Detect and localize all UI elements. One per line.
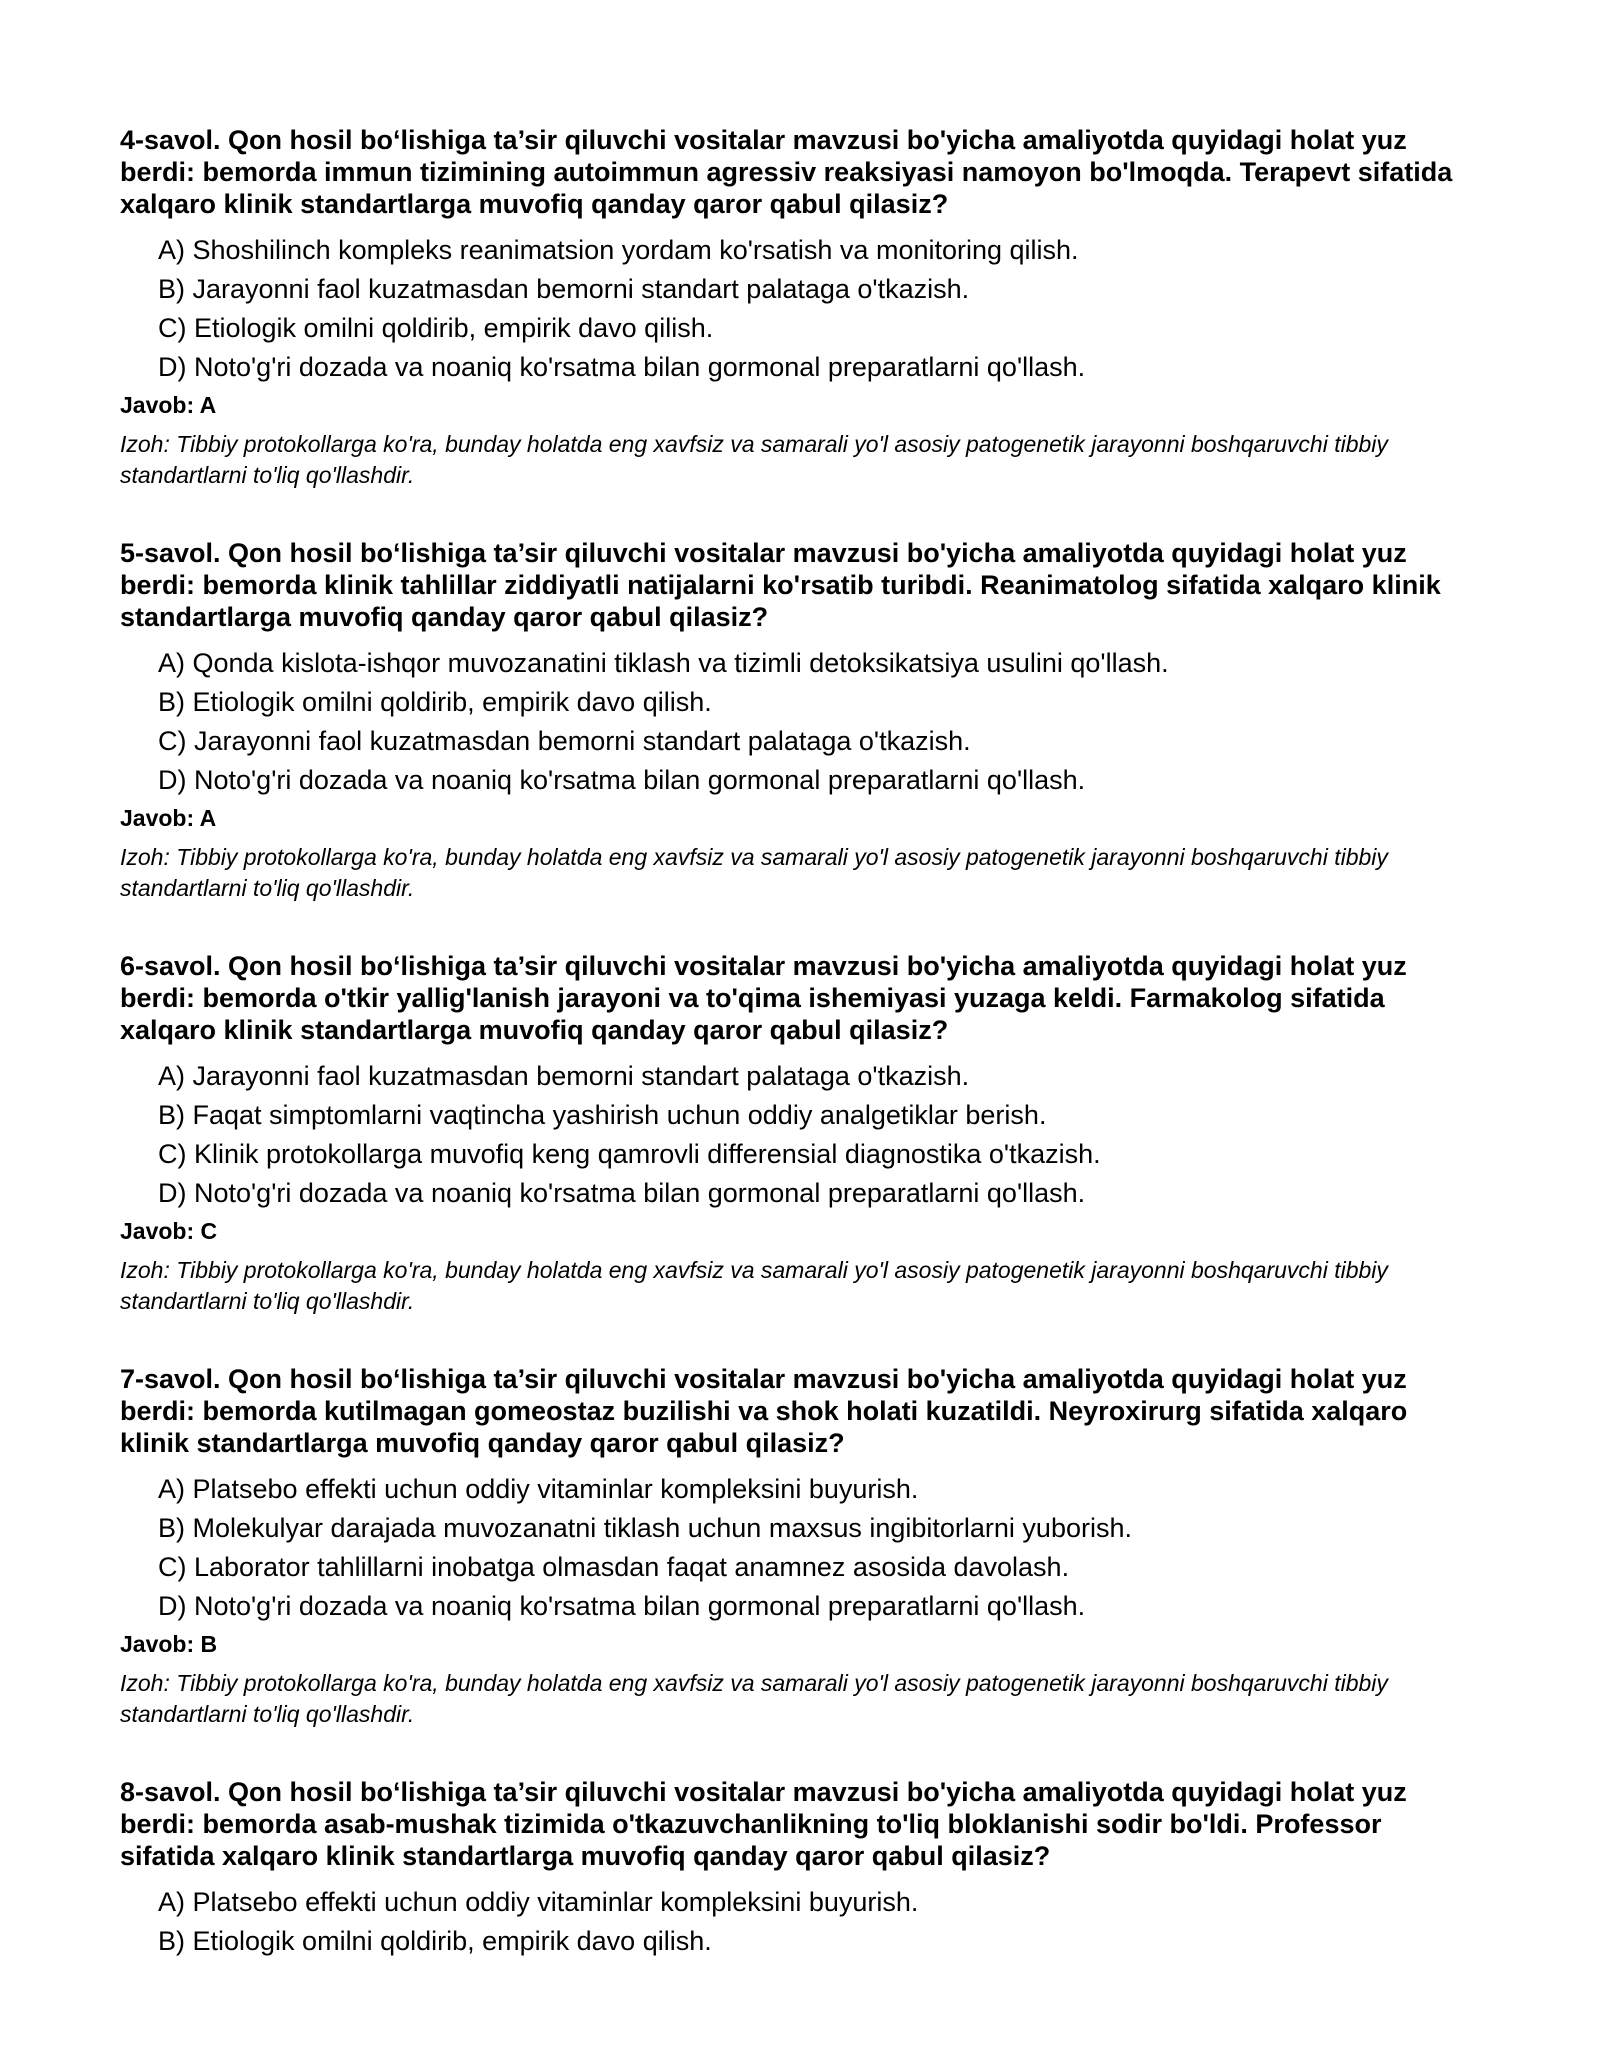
- answer-label: Javob: C: [120, 1218, 218, 1244]
- option-d: D) Noto'g'ri dozada va noaniq ko'rsatma bilan gormonal preparatlarni qo'llash.: [158, 1591, 1086, 1621]
- option-c: C) Laborator tahlillarni inobatga olmasdan faqat anamnez asosida davolash.: [158, 1552, 1070, 1582]
- question-title: 5-savol. Qon hosil bo‘lishiga ta’sir qiluvchi vositalar mavzusi bo'yicha amaliyotda quyidagi holat yuz berdi: bemorda klinik tahlillar ziddiyatli natijalarni ko'rsatib turibdi. Reanimatolog sifatida xalqaro klinik standartlarga muvofiq qanday qaror qabul qilasiz?: [120, 538, 1441, 632]
- option-b: B) Molekulyar darajada muvozanatni tiklash uchun maxsus ingibitorlarni yuborish.: [158, 1513, 1132, 1543]
- option-d: D) Noto'g'ri dozada va noaniq ko'rsatma bilan gormonal preparatlarni qo'llash.: [158, 1178, 1086, 1208]
- option-list: [120, 234, 1460, 383]
- question-title: 8-savol. Qon hosil bo‘lishiga ta’sir qiluvchi vositalar mavzusi bo'yicha amaliyotda quyidagi holat yuz berdi: bemorda asab-mushak tizimida o'tkazuvchanlikning to'liq bloklanishi sodir bo'ldi. Professor sifatida xalqaro klinik standartlarga muvofiq qanday qaror qabul qilasiz?: [120, 1777, 1407, 1871]
- question-block: [120, 537, 1460, 904]
- option-a: A) Jarayonni faol kuzatmasdan bemorni standart palataga o'tkazish.: [158, 1061, 970, 1091]
- question-title: 7-savol. Qon hosil bo‘lishiga ta’sir qiluvchi vositalar mavzusi bo'yicha amaliyotda quyidagi holat yuz berdi: bemorda kutilmagan gomeostaz buzilishi va shok holati kuzatildi. Neyroxirurg sifatida xalqaro klinik standartlarga muvofiq qanday qaror qabul qilasiz?: [120, 1364, 1408, 1458]
- explanation-text: Izoh: Tibbiy protokollarga ko'ra, bunday holatda eng xavfsiz va samarali yo'l asosiy patogenetik jarayonni boshqaruvchi tibbiy standartlarni to'liq qo'llashdir.: [120, 1257, 1388, 1314]
- option-b: B) Etiologik omilni qoldirib, empirik davo qilish.: [158, 687, 712, 717]
- question-title: 4-savol. Qon hosil bo‘lishiga ta’sir qiluvchi vositalar mavzusi bo'yicha amaliyotda quyidagi holat yuz berdi: bemorda immun tizimining autoimmun agressiv reaksiyasi namoyon bo'lmoqda. Terapevt sifatida xalqaro klinik standartlarga muvofiq qanday qaror qabul qilasiz?: [120, 125, 1453, 219]
- option-list: [120, 1473, 1460, 1622]
- option-c: C) Jarayonni faol kuzatmasdan bemorni standart palataga o'tkazish.: [158, 726, 971, 756]
- question-block: [120, 950, 1460, 1317]
- answer-label: Javob: A: [120, 805, 217, 831]
- option-list: [120, 647, 1460, 796]
- option-c: C) Klinik protokollarga muvofiq keng qamrovli differensial diagnostika o'tkazish.: [158, 1139, 1101, 1169]
- question-block: [120, 124, 1460, 491]
- question-block: [120, 1776, 1460, 1957]
- explanation-text: Izoh: Tibbiy protokollarga ko'ra, bunday holatda eng xavfsiz va samarali yo'l asosiy patogenetik jarayonni boshqaruvchi tibbiy standartlarni to'liq qo'llashdir.: [120, 844, 1388, 901]
- question-title: 6-savol. Qon hosil bo‘lishiga ta’sir qiluvchi vositalar mavzusi bo'yicha amaliyotda quyidagi holat yuz berdi: bemorda o'tkir yallig'lanish jarayoni va to'qima ishemiyasi yuzaga keldi. Farmakolog sifatida xalqaro klinik standartlarga muvofiq qanday qaror qabul qilasiz?: [120, 951, 1407, 1045]
- option-b: B) Etiologik omilni qoldirib, empirik davo qilish.: [158, 1926, 712, 1956]
- option-d: D) Noto'g'ri dozada va noaniq ko'rsatma bilan gormonal preparatlarni qo'llash.: [158, 352, 1086, 382]
- option-b: B) Jarayonni faol kuzatmasdan bemorni standart palataga o'tkazish.: [158, 274, 970, 304]
- explanation-text: Izoh: Tibbiy protokollarga ko'ra, bunday holatda eng xavfsiz va samarali yo'l asosiy patogenetik jarayonni boshqaruvchi tibbiy standartlarni to'liq qo'llashdir.: [120, 431, 1388, 488]
- answer-label: Javob: B: [120, 1631, 218, 1657]
- explanation-text: Izoh: Tibbiy protokollarga ko'ra, bunday holatda eng xavfsiz va samarali yo'l asosiy patogenetik jarayonni boshqaruvchi tibbiy standartlarni to'liq qo'llashdir.: [120, 1670, 1388, 1727]
- document-page: [120, 124, 1460, 1964]
- option-list: [120, 1060, 1460, 1209]
- option-list: [120, 1886, 1460, 1957]
- option-a: A) Qonda kislota-ishqor muvozanatini tiklash va tizimli detoksikatsiya usulini qo'llash.: [158, 648, 1169, 678]
- option-a: A) Platsebo effekti uchun oddiy vitaminlar kompleksini buyurish.: [158, 1887, 919, 1917]
- option-b: B) Faqat simptomlarni vaqtincha yashirish uchun oddiy analgetiklar berish.: [158, 1100, 1047, 1130]
- option-a: A) Platsebo effekti uchun oddiy vitaminlar kompleksini buyurish.: [158, 1474, 919, 1504]
- answer-label: Javob: A: [120, 392, 217, 418]
- option-a: A) Shoshilinch kompleks reanimatsion yordam ko'rsatish va monitoring qilish.: [158, 235, 1079, 265]
- question-block: [120, 1363, 1460, 1730]
- option-c: C) Etiologik omilni qoldirib, empirik davo qilish.: [158, 313, 714, 343]
- option-d: D) Noto'g'ri dozada va noaniq ko'rsatma bilan gormonal preparatlarni qo'llash.: [158, 765, 1086, 795]
